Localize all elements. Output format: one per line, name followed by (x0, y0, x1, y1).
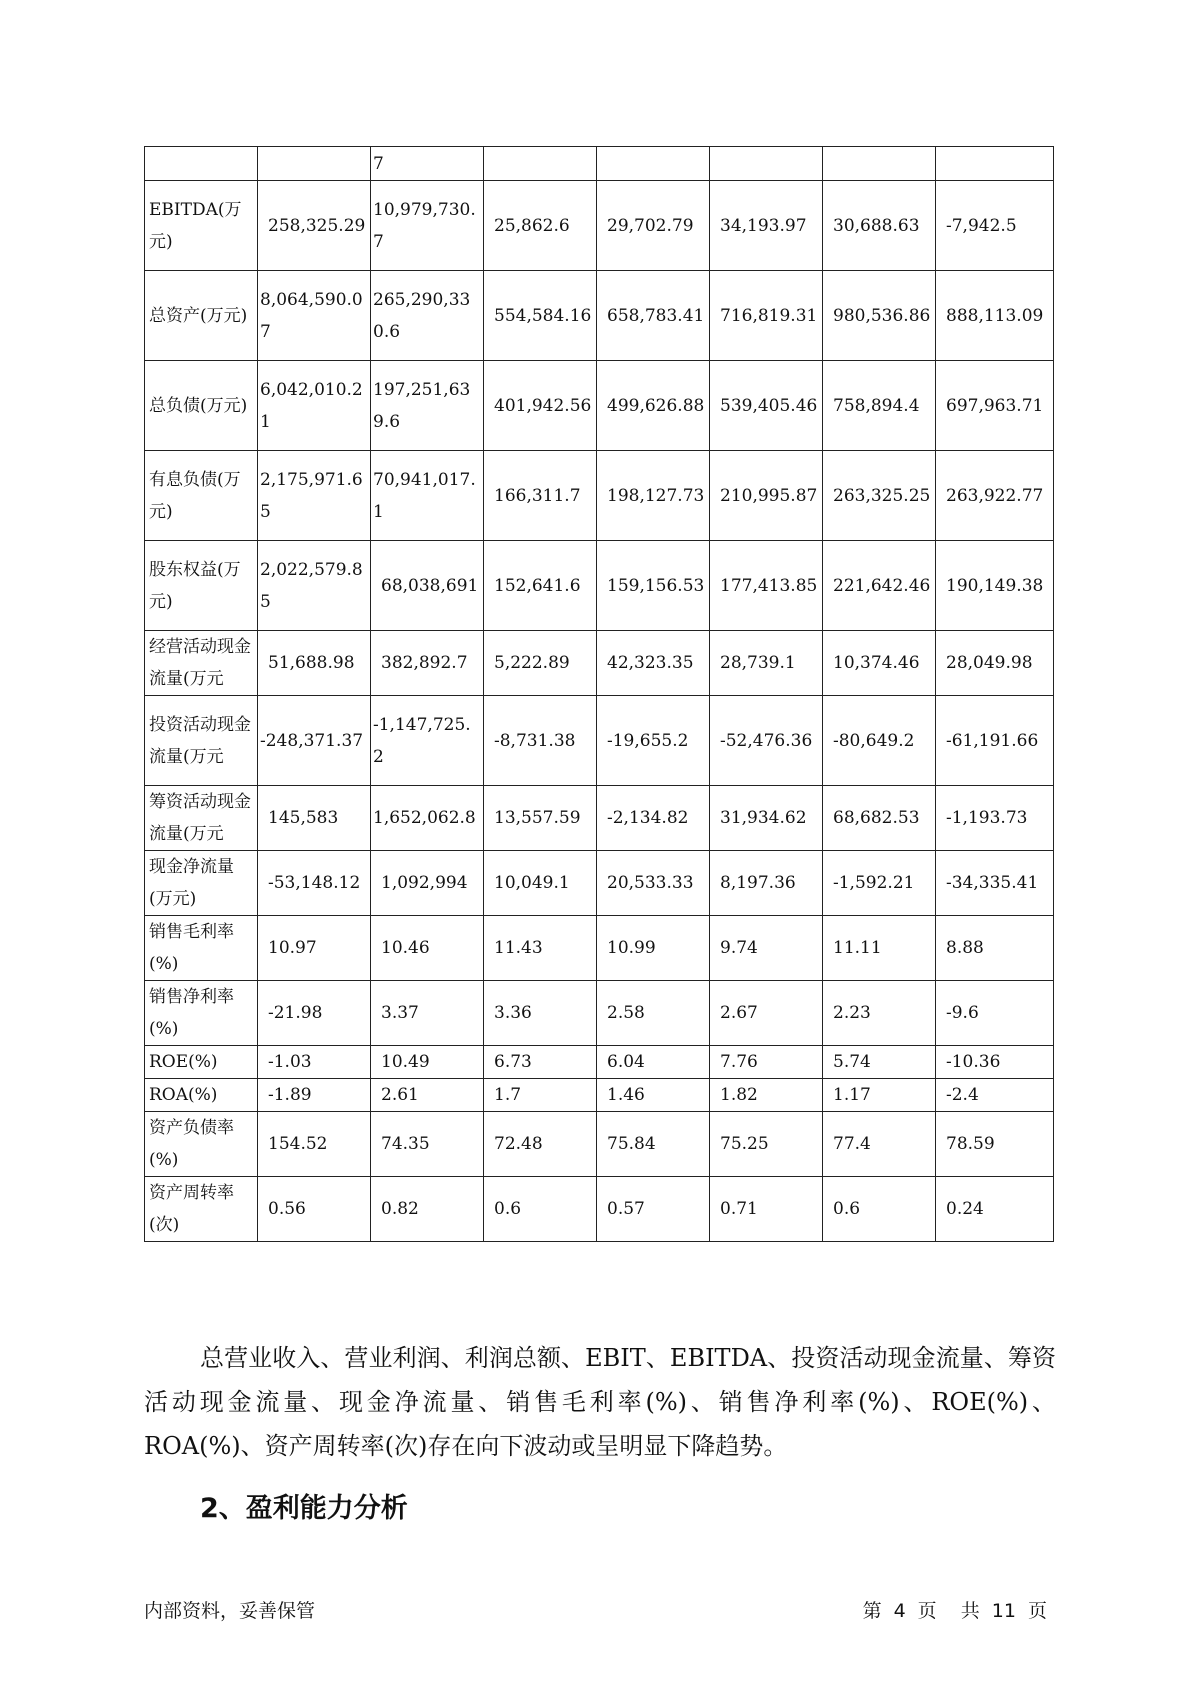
table-cell: 74.35 (371, 1112, 484, 1177)
table-cell: 5,222.89 (484, 631, 597, 696)
table-cell (258, 147, 371, 181)
table-cell: 2.58 (597, 981, 710, 1046)
table-cell: 8,064,590.07 (258, 271, 371, 361)
summary-paragraph: 总营业收入、营业利润、利润总额、EBIT、EBITDA、投资活动现金流量、筹资活动现金流量、现金净流量、销售毛利率(%)、销售净利率(%)、ROE(%)、ROA(%)、资产周转率(次)存在向下波动或呈明显下降趋势。 (144, 1344, 1056, 1460)
financial-data-table (144, 146, 1054, 1242)
row-label: EBITDA(万元) (145, 181, 258, 271)
table-cell: -10.36 (936, 1046, 1054, 1079)
table-row (145, 271, 1054, 361)
table-cell: 51,688.98 (258, 631, 371, 696)
table-cell: 6.73 (484, 1046, 597, 1079)
table-cell: 70,941,017.1 (371, 451, 484, 541)
total-pages: 11 (991, 1600, 1016, 1622)
table-cell: 159,156.53 (597, 541, 710, 631)
table-cell: -1.03 (258, 1046, 371, 1079)
table-cell: 154.52 (258, 1112, 371, 1177)
table-row (145, 1046, 1054, 1079)
table-cell: 758,894.4 (823, 361, 936, 451)
row-label: 销售毛利率(%) (145, 916, 258, 981)
table-row (145, 361, 1054, 451)
table-cell: 29,702.79 (597, 181, 710, 271)
table-cell: 9.74 (710, 916, 823, 981)
table-cell: 6.04 (597, 1046, 710, 1079)
table-cell: 263,922.77 (936, 451, 1054, 541)
row-label: 股东权益(万元) (145, 541, 258, 631)
row-label: 筹资活动现金流量(万元 (145, 786, 258, 851)
table-cell: 0.6 (484, 1177, 597, 1242)
table-cell: 72.48 (484, 1112, 597, 1177)
table-cell: 11.43 (484, 916, 597, 981)
table-cell: 75.84 (597, 1112, 710, 1177)
table-cell: -1,147,725.2 (371, 696, 484, 786)
table-cell: 1.46 (597, 1079, 710, 1112)
table-cell: -19,655.2 (597, 696, 710, 786)
table-cell: 0.82 (371, 1177, 484, 1242)
table-cell: 34,193.97 (710, 181, 823, 271)
row-label: 资产周转率(次) (145, 1177, 258, 1242)
table-cell: -7,942.5 (936, 181, 1054, 271)
page-unit: 页 (917, 1600, 937, 1622)
table-row (145, 696, 1054, 786)
table-cell (597, 147, 710, 181)
row-label: 经营活动现金流量(万元 (145, 631, 258, 696)
table-row (145, 916, 1054, 981)
table-cell: -248,371.37 (258, 696, 371, 786)
table-cell: 210,995.87 (710, 451, 823, 541)
table-cell: 145,583 (258, 786, 371, 851)
page-prefix: 第 (862, 1600, 882, 1622)
table-cell: 30,688.63 (823, 181, 936, 271)
table-cell: 221,642.46 (823, 541, 936, 631)
table-cell: -1.89 (258, 1079, 371, 1112)
row-label (145, 147, 258, 181)
table-cell (823, 147, 936, 181)
table-cell (936, 147, 1054, 181)
table-cell: 401,942.56 (484, 361, 597, 451)
table-cell: 68,682.53 (823, 786, 936, 851)
table-cell: -80,649.2 (823, 696, 936, 786)
total-unit: 页 (1027, 1600, 1047, 1622)
table-cell (484, 147, 597, 181)
total-prefix: 共 (960, 1600, 980, 1622)
table-cell: -21.98 (258, 981, 371, 1046)
table-cell: -53,148.12 (258, 851, 371, 916)
table-cell: 6,042,010.21 (258, 361, 371, 451)
footer-confidential-note: 内部资料，妥善保管 (144, 1600, 316, 1622)
footer-page-info (857, 1596, 1053, 1623)
table-cell: 197,251,639.6 (371, 361, 484, 451)
table-cell: 539,405.46 (710, 361, 823, 451)
table-cell: 10,979,730.7 (371, 181, 484, 271)
table-cell: 8.88 (936, 916, 1054, 981)
row-label: ROA(%) (145, 1079, 258, 1112)
section-heading: 2、盈利能力分析 (200, 1493, 408, 1524)
table-row (145, 786, 1054, 851)
table-cell: 263,325.25 (823, 451, 936, 541)
table-row (145, 147, 1054, 181)
table-cell: 888,113.09 (936, 271, 1054, 361)
table-cell: 190,149.38 (936, 541, 1054, 631)
table-cell: 0.24 (936, 1177, 1054, 1242)
table-cell: -61,191.66 (936, 696, 1054, 786)
table-cell: 20,533.33 (597, 851, 710, 916)
table-cell: 258,325.29 (258, 181, 371, 271)
table-cell: 166,311.7 (484, 451, 597, 541)
table-cell: 10.97 (258, 916, 371, 981)
table-cell: 198,127.73 (597, 451, 710, 541)
table-cell: -2,134.82 (597, 786, 710, 851)
table-cell: 25,862.6 (484, 181, 597, 271)
table-cell: 42,323.35 (597, 631, 710, 696)
table-cell: 78.59 (936, 1112, 1054, 1177)
row-label: 总资产(万元) (145, 271, 258, 361)
table-cell: 0.56 (258, 1177, 371, 1242)
row-label: 投资活动现金流量(万元 (145, 696, 258, 786)
row-label: 有息负债(万元) (145, 451, 258, 541)
table-row (145, 851, 1054, 916)
table-cell: -52,476.36 (710, 696, 823, 786)
table-cell: 697,963.71 (936, 361, 1054, 451)
table-cell: 8,197.36 (710, 851, 823, 916)
row-label: ROE(%) (145, 1046, 258, 1079)
table-cell: 1.17 (823, 1079, 936, 1112)
table-row (145, 451, 1054, 541)
table-cell: 75.25 (710, 1112, 823, 1177)
table-cell: 658,783.41 (597, 271, 710, 361)
table-cell: 10,374.46 (823, 631, 936, 696)
table-cell: 3.36 (484, 981, 597, 1046)
table-cell: 1,652,062.8 (371, 786, 484, 851)
table-cell: 3.37 (371, 981, 484, 1046)
table-row (145, 1177, 1054, 1242)
table-cell: 265,290,330.6 (371, 271, 484, 361)
table-cell: 10.46 (371, 916, 484, 981)
table-cell: 2.61 (371, 1079, 484, 1112)
row-label: 现金净流量(万元) (145, 851, 258, 916)
table-cell: 7.76 (710, 1046, 823, 1079)
table-cell: 5.74 (823, 1046, 936, 1079)
table-cell: 10.99 (597, 916, 710, 981)
table-cell: -2.4 (936, 1079, 1054, 1112)
row-label: 总负债(万元) (145, 361, 258, 451)
table-cell: 11.11 (823, 916, 936, 981)
table-row (145, 541, 1054, 631)
table-row (145, 631, 1054, 696)
table-cell: 28,739.1 (710, 631, 823, 696)
table-cell: 177,413.85 (710, 541, 823, 631)
row-label: 销售净利率(%) (145, 981, 258, 1046)
table-cell: -1,592.21 (823, 851, 936, 916)
table-cell: 2.23 (823, 981, 936, 1046)
table-cell: 68,038,691 (371, 541, 484, 631)
table-row (145, 981, 1054, 1046)
table-cell: 554,584.16 (484, 271, 597, 361)
table-cell: 28,049.98 (936, 631, 1054, 696)
table-cell: 10,049.1 (484, 851, 597, 916)
table-cell (710, 147, 823, 181)
table-row (145, 181, 1054, 271)
table-cell: 0.6 (823, 1177, 936, 1242)
table-cell: 7 (371, 147, 484, 181)
table-cell: 382,892.7 (371, 631, 484, 696)
table-cell: -1,193.73 (936, 786, 1054, 851)
table-cell: 2,022,579.85 (258, 541, 371, 631)
table-cell: 2,175,971.65 (258, 451, 371, 541)
table-cell: 1.7 (484, 1079, 597, 1112)
row-label: 资产负债率(%) (145, 1112, 258, 1177)
table-cell: 1,092,994 (371, 851, 484, 916)
table-cell: 2.67 (710, 981, 823, 1046)
table-cell: -8,731.38 (484, 696, 597, 786)
table-cell: 0.57 (597, 1177, 710, 1242)
table-cell: -9.6 (936, 981, 1054, 1046)
table-row (145, 1079, 1054, 1112)
table-cell: 31,934.62 (710, 786, 823, 851)
table-cell: 980,536.86 (823, 271, 936, 361)
page-number: 4 (893, 1600, 906, 1622)
table-cell: 1.82 (710, 1079, 823, 1112)
table-cell: 499,626.88 (597, 361, 710, 451)
table-cell: 13,557.59 (484, 786, 597, 851)
table-cell: 0.71 (710, 1177, 823, 1242)
table-row (145, 1112, 1054, 1177)
table-cell: 10.49 (371, 1046, 484, 1079)
table-cell: -34,335.41 (936, 851, 1054, 916)
table-cell: 152,641.6 (484, 541, 597, 631)
table-cell: 716,819.31 (710, 271, 823, 361)
table-cell: 77.4 (823, 1112, 936, 1177)
